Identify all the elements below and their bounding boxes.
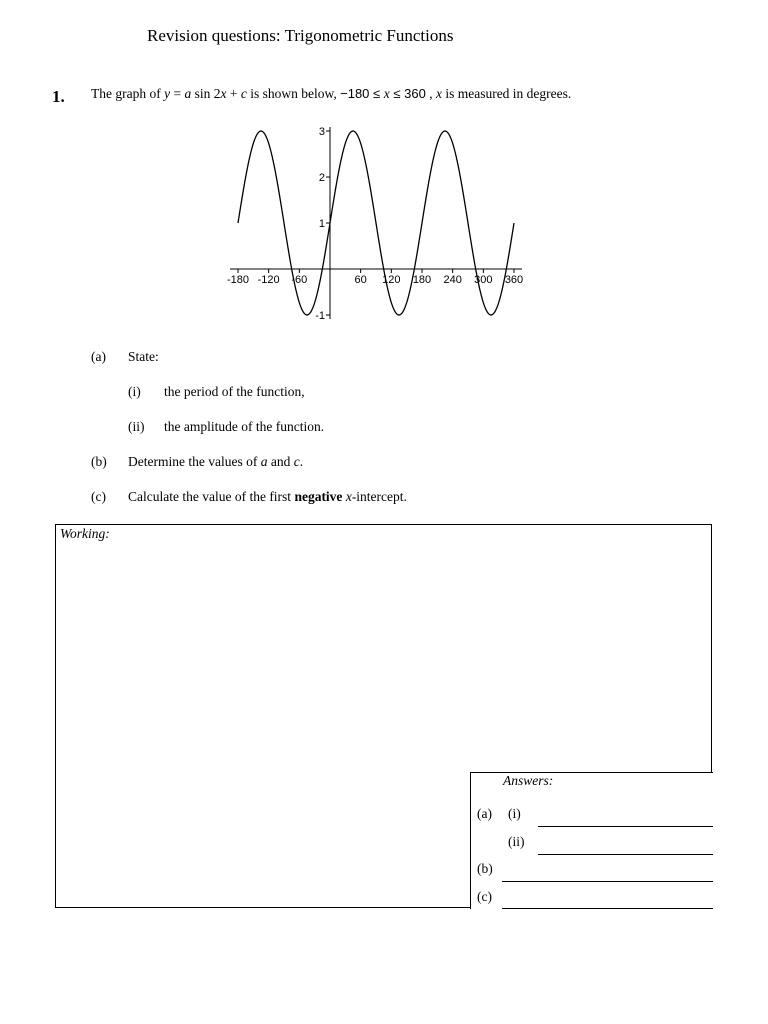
part-a-text: State: bbox=[128, 349, 159, 364]
stem-c: c bbox=[240, 86, 247, 101]
part-b-text-1: Determine the values of bbox=[128, 454, 261, 469]
data-point bbox=[291, 268, 292, 269]
answer-b-label: (b) bbox=[477, 861, 493, 876]
data-point bbox=[383, 268, 384, 269]
answer-a-label: (a) bbox=[477, 806, 492, 821]
part-aii-text: the amplitude of the function. bbox=[164, 419, 325, 434]
data-point bbox=[345, 143, 346, 144]
data-point bbox=[452, 143, 453, 144]
data-point bbox=[337, 176, 338, 177]
stem-text-1: The graph of bbox=[91, 86, 165, 101]
part-c-x: x bbox=[345, 489, 352, 504]
y-tick-label: 3 bbox=[318, 126, 325, 138]
stem-text-3: is measured in degrees. bbox=[441, 86, 572, 101]
data-point bbox=[245, 176, 246, 177]
stem-eq: = bbox=[170, 86, 185, 101]
data-point bbox=[352, 130, 353, 131]
part-aii-label: (ii) bbox=[128, 419, 145, 434]
data-point bbox=[429, 176, 430, 177]
x-tick-label: -120 bbox=[257, 274, 280, 286]
part-b-a: a bbox=[260, 454, 268, 469]
stem-a: a bbox=[184, 86, 192, 101]
part-ai-text: the period of the function, bbox=[164, 384, 305, 399]
data-point bbox=[237, 222, 238, 223]
stem-sin: sin 2 bbox=[191, 86, 221, 101]
data-point bbox=[268, 143, 269, 144]
x-tick-label: 180 bbox=[412, 274, 432, 286]
answer-ai-label: (i) bbox=[508, 806, 521, 821]
data-point bbox=[506, 268, 507, 269]
y-tick-label: 2 bbox=[318, 172, 325, 184]
answer-ai-line[interactable] bbox=[538, 826, 713, 827]
data-point bbox=[299, 302, 300, 303]
x-tick-label: 240 bbox=[443, 274, 462, 286]
data-point bbox=[398, 314, 399, 315]
domain-right: ≤ 360 bbox=[389, 86, 426, 101]
part-c-label: (c) bbox=[91, 489, 106, 504]
answer-aii-line[interactable] bbox=[538, 854, 713, 855]
data-point bbox=[421, 222, 422, 223]
part-c-text-2: -intercept. bbox=[351, 489, 407, 504]
stem-plus: + bbox=[226, 86, 241, 101]
part-c-bold: negative bbox=[294, 489, 343, 504]
working-label: Working: bbox=[60, 526, 110, 541]
part-a-label: (a) bbox=[91, 349, 106, 364]
data-point bbox=[368, 176, 369, 177]
y-tick-label: 1 bbox=[318, 218, 325, 230]
part-c-text-1: Calculate the value of the first bbox=[128, 489, 295, 504]
data-point bbox=[276, 176, 277, 177]
part-b-c: c bbox=[293, 454, 300, 469]
data-point bbox=[414, 268, 415, 269]
answer-aii-label: (ii) bbox=[508, 834, 525, 849]
answer-c-label: (c) bbox=[477, 889, 492, 904]
stem-comma: , bbox=[425, 86, 436, 101]
part-b-end: . bbox=[299, 454, 304, 469]
data-point bbox=[314, 302, 315, 303]
x-tick-label: 300 bbox=[474, 274, 493, 286]
stem-y: y bbox=[164, 86, 171, 101]
x-tick-label: -180 bbox=[226, 274, 250, 286]
stem-x: x bbox=[220, 86, 227, 101]
stem-text-2: is shown below, bbox=[246, 86, 341, 101]
data-point bbox=[513, 222, 514, 223]
x-tick-label: 120 bbox=[382, 274, 401, 286]
data-point bbox=[406, 302, 407, 303]
answers-box bbox=[470, 772, 713, 909]
page-title: Revision questions: Trigonometric Functions bbox=[147, 26, 454, 45]
data-point bbox=[306, 314, 307, 315]
data-point bbox=[483, 302, 484, 303]
answers-label: Answers: bbox=[503, 773, 554, 788]
domain-left: −180 ≤ bbox=[340, 86, 384, 101]
data-point bbox=[283, 222, 284, 223]
answer-c-line[interactable] bbox=[502, 908, 713, 909]
data-point bbox=[467, 222, 468, 223]
data-point bbox=[322, 268, 323, 269]
x-tick-label: -60 bbox=[291, 274, 308, 286]
part-c-text bbox=[128, 489, 407, 505]
part-b-text bbox=[128, 454, 303, 470]
x-tick-label: 60 bbox=[354, 274, 367, 286]
data-point bbox=[260, 130, 261, 131]
part-b-label: (b) bbox=[91, 454, 107, 469]
stem-x2: x bbox=[435, 86, 442, 101]
data-point bbox=[437, 143, 438, 144]
y-tick-label: -1 bbox=[315, 310, 325, 322]
data-point bbox=[444, 130, 445, 131]
data-point bbox=[391, 302, 392, 303]
question-number: 1. bbox=[52, 87, 65, 106]
answer-b-line[interactable] bbox=[502, 881, 713, 882]
data-point bbox=[475, 268, 476, 269]
part-b-and: and bbox=[267, 454, 294, 469]
data-point bbox=[329, 222, 330, 223]
data-point bbox=[360, 143, 361, 144]
data-point bbox=[498, 302, 499, 303]
x-tick-label: 360 bbox=[504, 274, 524, 286]
data-point bbox=[375, 222, 376, 223]
data-point bbox=[253, 143, 254, 144]
data-point bbox=[490, 314, 491, 315]
sine-graph bbox=[0, 0, 768, 340]
domain-x: x bbox=[383, 86, 390, 101]
data-point bbox=[460, 176, 461, 177]
part-ai-label: (i) bbox=[128, 384, 141, 399]
